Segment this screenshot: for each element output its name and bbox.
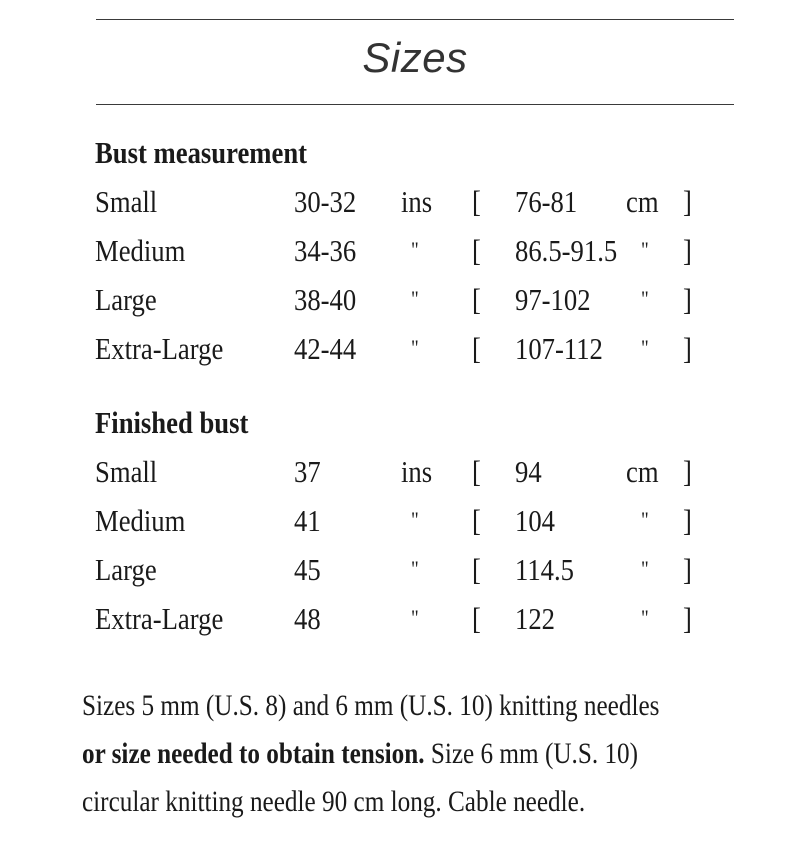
inches-value: 34-36 [294, 233, 357, 268]
cm-unit: cm [626, 184, 659, 219]
cm-ditto-mark: " [641, 605, 649, 630]
needles-paragraph [82, 682, 687, 826]
bust-measurement-row-large [0, 282, 794, 322]
needles-line-3: circular knitting needle 90 cm long. Cable needle. [82, 785, 586, 818]
cm-value: 104 [515, 503, 555, 538]
close-bracket: ] [683, 282, 692, 317]
top-rule [96, 19, 734, 20]
size-label: Large [95, 552, 157, 587]
inches-ditto-mark: " [411, 335, 419, 360]
finished-bust-row-small [0, 454, 794, 494]
title-underline-rule [96, 104, 734, 105]
cm-ditto-mark: " [641, 237, 649, 262]
inches-value: 48 [294, 601, 321, 636]
inches-ditto-mark: " [411, 556, 419, 581]
cm-ditto-mark: " [641, 335, 649, 360]
close-bracket: ] [683, 503, 692, 538]
cm-value: 86.5-91.5 [515, 233, 618, 268]
finished-bust-row-extra-large [0, 601, 794, 641]
cm-unit: cm [626, 454, 659, 489]
tension-emphasis: or size needed to obtain tension. [82, 737, 425, 770]
open-bracket: [ [472, 282, 481, 317]
size-label: Medium [95, 503, 186, 538]
open-bracket: [ [472, 601, 481, 636]
cm-value: 107-112 [515, 331, 603, 366]
close-bracket: ] [683, 601, 692, 636]
inches-value: 38-40 [294, 282, 357, 317]
inches-unit: ins [401, 184, 433, 219]
size-label: Medium [95, 233, 186, 268]
cm-ditto-mark: " [641, 507, 649, 532]
open-bracket: [ [472, 503, 481, 538]
size-label: Large [95, 282, 157, 317]
bust-measurement-row-extra-large [0, 331, 794, 371]
inches-unit: ins [401, 454, 433, 489]
finished-bust-heading: Finished bust [95, 405, 249, 440]
inches-ditto-mark: " [411, 237, 419, 262]
inches-value: 30-32 [294, 184, 357, 219]
inches-value: 41 [294, 503, 321, 538]
open-bracket: [ [472, 331, 481, 366]
close-bracket: ] [683, 331, 692, 366]
cm-value: 94 [515, 454, 542, 489]
close-bracket: ] [683, 552, 692, 587]
inches-value: 37 [294, 454, 321, 489]
bust-measurement-row-medium [0, 233, 794, 273]
inches-ditto-mark: " [411, 605, 419, 630]
size-label: Small [95, 184, 158, 219]
finished-bust-row-large [0, 552, 794, 592]
finished-bust-row-medium [0, 503, 794, 543]
needles-line-1: Sizes 5 mm (U.S. 8) and 6 mm (U.S. 10) knitting needles [82, 689, 660, 722]
cm-ditto-mark: " [641, 286, 649, 311]
needles-line-2-rest: Size 6 mm (U.S. 10) [424, 737, 639, 770]
size-label: Extra-Large [95, 331, 224, 366]
inches-value: 42-44 [294, 331, 357, 366]
inches-ditto-mark: " [411, 507, 419, 532]
cm-value: 114.5 [515, 552, 575, 587]
bust-measurement-row-small [0, 184, 794, 224]
bust-measurement-heading: Bust measurement [95, 135, 308, 170]
close-bracket: ] [683, 454, 692, 489]
needles-line-2 [82, 730, 687, 778]
open-bracket: [ [472, 454, 481, 489]
cm-ditto-mark: " [641, 556, 649, 581]
close-bracket: ] [683, 184, 692, 219]
cm-value: 97-102 [515, 282, 591, 317]
inches-value: 45 [294, 552, 321, 587]
open-bracket: [ [472, 233, 481, 268]
close-bracket: ] [683, 233, 692, 268]
open-bracket: [ [472, 184, 481, 219]
cm-value: 76-81 [515, 184, 578, 219]
page-title: Sizes [362, 34, 468, 81]
cm-value: 122 [515, 601, 555, 636]
size-label: Small [95, 454, 158, 489]
inches-ditto-mark: " [411, 286, 419, 311]
size-label: Extra-Large [95, 601, 224, 636]
open-bracket: [ [472, 552, 481, 587]
